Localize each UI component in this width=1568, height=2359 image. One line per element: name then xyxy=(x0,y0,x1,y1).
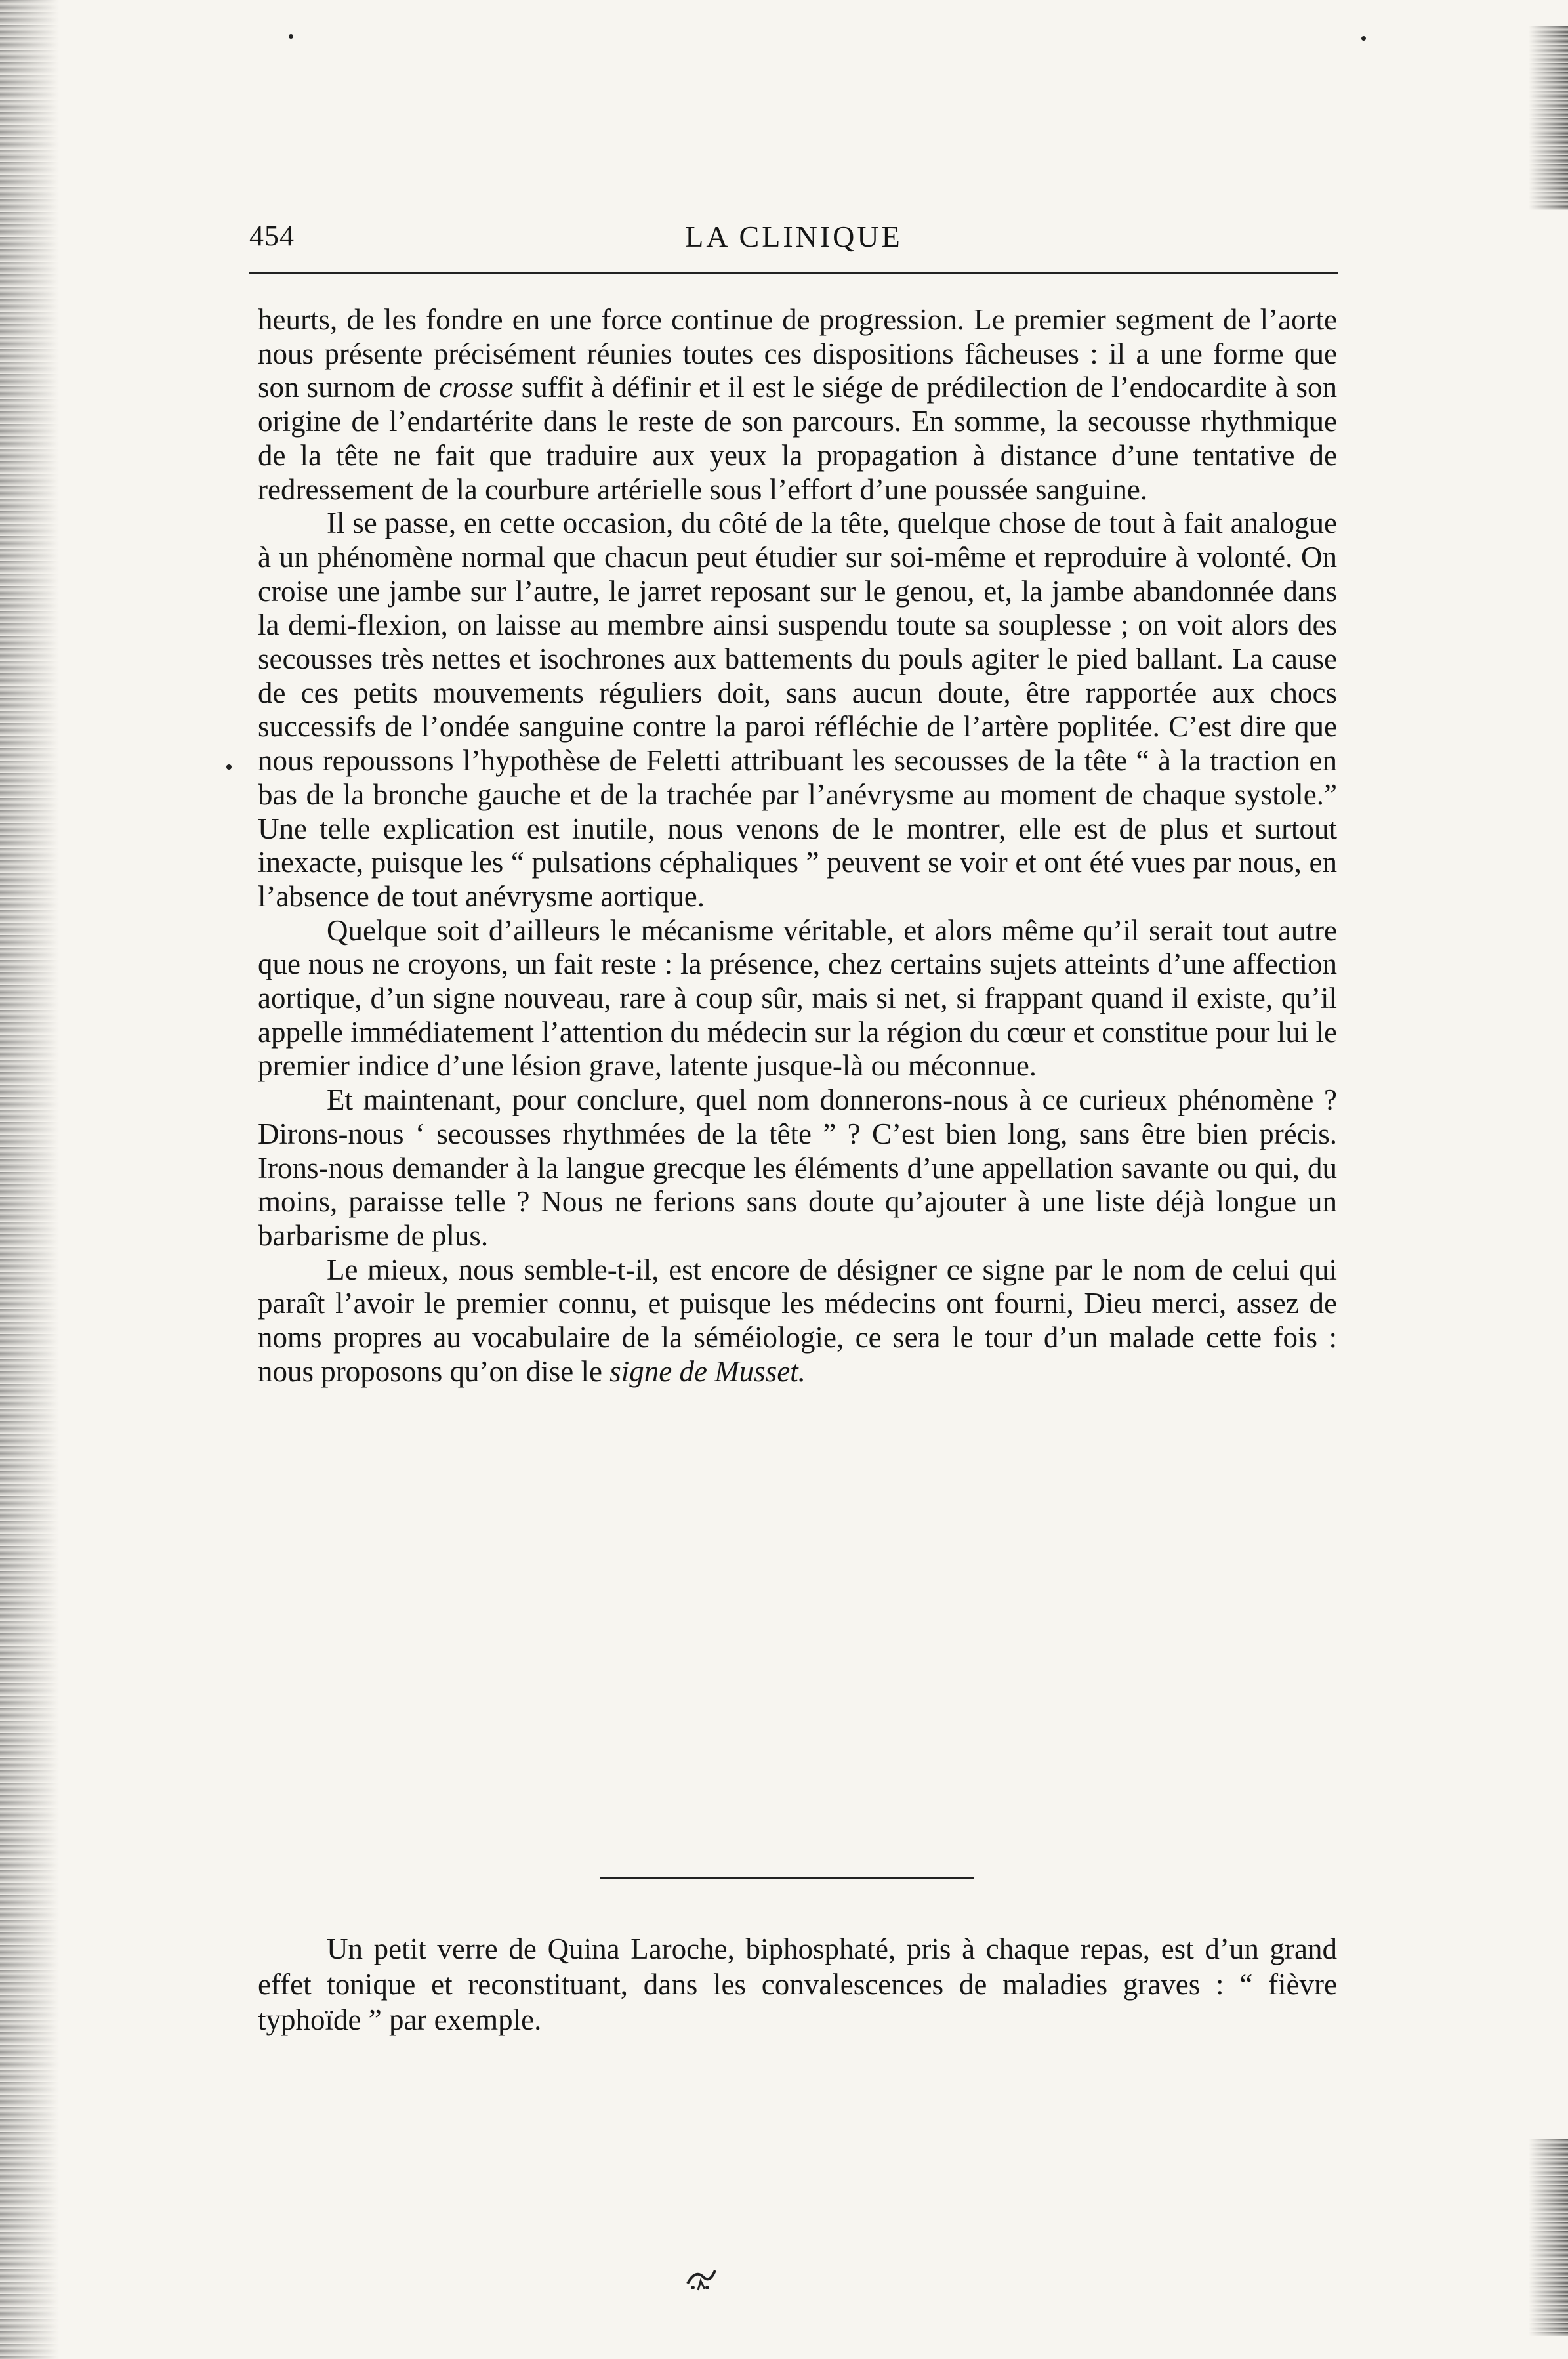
advertisement-text: Un petit verre de Quina Laroche, biphosphaté, pris à chaque repas, est d’un grand effet tonique et reconstituant, dans les convalescences de maladies graves : “ fièvre typhoïde ” par exemple. xyxy=(258,1932,1337,2036)
scan-edge-right-bottom xyxy=(1529,2139,1568,2336)
header-rule xyxy=(249,272,1338,274)
printer-ornament-icon xyxy=(681,2257,720,2297)
term-signe-de-musset: signe de Musset. xyxy=(609,1354,806,1388)
paragraph-4: Et maintenant, pour conclure, quel nom donnerons-nous à ce curieux phénomène ? Dirons-nous ‘ secousses rhythmées de la tête ” ? C’est bien long, sans être bien précis. Irons-nous demander à la langue grecque les éléments d’une appellation savante ou qui, du moins, paraisse telle ? Nous ne ferions sans doute qu’ajouter à une liste déjà longue un barbarisme de plus. xyxy=(258,1083,1337,1252)
paragraph-2: Il se passe, en cette occasion, du côté de la tête, quelque chose de tout à fait analogue à un phénomène normal que chacun peut étudier sur soi-même et reproduire à volonté. On croise une jambe sur l’autre, le jarret reposant sur le genou, et, la jambe abandonnée dans la demi-flexion, on laisse au membre ainsi suspendu toute sa souplesse ; on voit alors des secousses très nettes et isochrones aux battements du pouls agiter le pied ballant. La cause de ces petits mouvements réguliers doit, sans aucun doute, être rapportée aux chocs successifs de l’ondée sanguine contre la paroi réfléchie de l’artère poplitée. C’est dire que nous repoussons l’hypothèse de Feletti attribuant les secousses de la tête “ à la traction en bas de la bronche gauche et de la trachée par l’anévrysme au moment de chaque systole.” Une telle explication est inutile, nous venons de le montrer, elle est de plus et surtout inexacte, puisque les “ pulsations céphaliques ” peuvent se voir et ont été vues par nous, en l’absence de tout anévrysme aortique. xyxy=(258,507,1337,913)
scan-edge-right-top xyxy=(1529,26,1568,210)
running-title: LA CLINIQUE xyxy=(685,220,903,253)
paragraph-1-text-a: heurts, de les fondre en une force continue de progression. Le premier segment de l’aorte nous présente précisément réunies toutes ces dispositions fâcheuses : il a une forme que son surnom de xyxy=(258,303,1337,404)
scan-edge-left xyxy=(0,0,59,2359)
term-crosse: crosse xyxy=(439,371,514,404)
scan-speck xyxy=(289,34,293,39)
scan-speck xyxy=(226,764,232,770)
advertisement-note xyxy=(258,1931,1337,2037)
paragraph-3: Quelque soit d’ailleurs le mécanisme véritable, et alors même qu’il serait tout autre que nous ne croyons, un fait reste : la présence, chez certains sujets atteints d’une affection aortique, d’un signe nouveau, rare à coup sûr, mais si net, si frappant quand il existe, qu’il appelle immédiatement l’attention du médecin sur la région du cœur et constitue pour lui le premier indice d’une lésion grave, latente jusque-là ou méconnue. xyxy=(258,913,1337,1083)
paragraph-5-text: Le mieux, nous semble-t-il, est encore de désigner ce signe par le nom de celui qui paraît l’avoir le premier connu, et puisque les médecins ont fourni, Dieu merci, assez de noms propres au vocabulaire de la séméiologie, ce sera le tour d’un malade cette fois : nous proposons qu’on dise le xyxy=(258,1253,1337,1388)
scan-speck xyxy=(1361,36,1366,41)
page-number: 454 xyxy=(249,220,295,252)
section-divider xyxy=(600,1877,974,1879)
paragraph-1 xyxy=(258,303,1337,507)
paragraph-5 xyxy=(258,1253,1337,1389)
article-body xyxy=(258,303,1337,1389)
page-header xyxy=(249,210,1338,262)
paragraph-1-text-b: suffit à définir et il est le siége de prédilection de l’endocardite à son origine de l’endartérite dans le reste de son parcours. En somme, la secousse rhythmique de la tête ne fait que traduire aux yeux la propagation à distance d’une tentative de redressement de la courbure artérielle sous l’effort d’une poussée sanguine. xyxy=(258,371,1338,506)
